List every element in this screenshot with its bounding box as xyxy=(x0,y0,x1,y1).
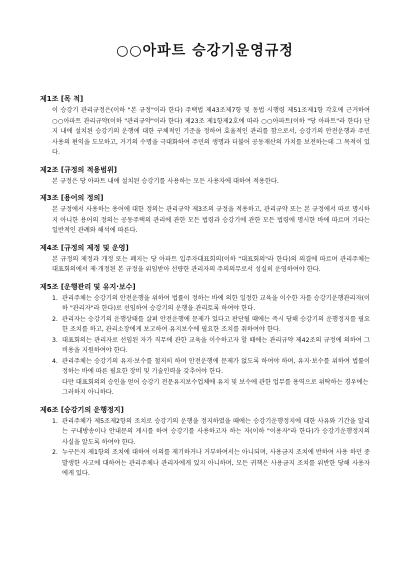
list-item xyxy=(40,357,370,378)
list-item xyxy=(40,315,370,336)
article-heading: 제3조 [용어의 정의] xyxy=(40,194,104,202)
article-4 xyxy=(40,243,370,276)
item-text: 관리주체가 제5조제2항의 조치로 승강기의 운행을 정지하였을 때에는 승강기운행정지에 대한 사유와 기간을 알리는 구내방송이나 안내문의 게시를 하여 승강기를 사용하고자 하는 자(이하 "이용자"라 한다)가 승강기운행정지의 사실을 알도록 하여야 한다. xyxy=(62,417,370,446)
item-text: 대표회의는 관리자로 선임된 자가 직무에 관한 교육을 이수하고자 할 때에는 관리규약 제42조의 규정에 의하여 그 비용을 지원하여야 한다. xyxy=(62,336,370,354)
item-number: 1. xyxy=(52,294,58,302)
item-text: 누구든지 제1항의 조치에 대하여 이의를 제기하거나 거부하여서는 아니되며, 사용금지 조치에 반하여 사용 하던 중 발생한 사고에 대하여는 관리주체나 관리자에게 있지 아니하며, 모든 귀책은 사용금지 조치를 위반한 당해 사용자에게 있다. xyxy=(62,449,370,477)
article-heading: 제5조 [운행관리 및 유지·보수] xyxy=(40,282,136,291)
article-body: 본 규정에서 사용하는 용어에 대한 정의는 관리규약 제3조의 규정을 적용하고, 관리규약 또는 본 규정에서 따로 명시하지 아니한 용어의 정의는 공동주택의 관리에 관한 모든 법령과 승강기에 관한 모든 법령에 명시한 바에 따르며 기타는 일반적인 관례와 해석에 따른다. xyxy=(52,206,370,234)
article-heading: 제6조 [승강기의 운행정지] xyxy=(40,405,124,414)
item-text: 관리주체는 승강기의 유지·보수를 철저히 하며 안전운행에 문제가 없도록 하여야 하며, 유지·보수를 위하여 법률이 정하는 바에 따른 필요한 장비 및 기술인력을 갖추어야 한다. xyxy=(62,357,370,375)
list-item xyxy=(40,294,370,315)
article-heading: 제1조 [목 적] xyxy=(40,95,84,103)
article-body: 본 규정은 당 아파트 내에 설치된 승강기를 사용하는 모든 사용자에 대하여 적용한다. xyxy=(52,177,279,185)
list-item xyxy=(40,448,370,480)
item-text: 관리주체는 승강기의 안전운행을 위하여 법률이 정하는 바에 의한 일정한 교육을 이수한 자를 승강기운행관리자(이하 "관리자"라 한다)로 선임하여 승강기의 운행을 관리토록 하여야 한다. xyxy=(62,294,370,312)
item-number: 2. xyxy=(52,315,58,323)
item-number: 1. xyxy=(52,417,58,425)
document-title: ○○아파트 승강기운영규정 xyxy=(116,43,294,59)
list-item xyxy=(40,336,370,357)
article-heading: 제2조 [규정의 적용범위] xyxy=(40,165,118,174)
article-3 xyxy=(40,193,370,237)
article-item-list xyxy=(40,417,370,480)
item-proviso: 다만 대표회의의 승인을 얻어 승강기 전문유지보수업체에 유지 및 보수에 관한 업무를 용역으로 위탁하는 경우에는 그러하지 아니하다. xyxy=(62,378,369,396)
article-5 xyxy=(40,282,370,399)
article-body: 이 승강기 관리규정은(이하 "본 규정"이라 한다) 주택법 제43조제7항 및 동법 시행령 제51조제1항 각호에 근거하여 ○○아파트 관리규약(이하 "관리규약"이라 한다) 제23조 제1항제2호에 따라 ○○아파트(이하 "당 아파트"라 한다) 단지 내에 설치된 승강기의 운행에 대한 구체적인 기준을 정하여 효율적인 관리를 함으로서, 승강기의 안전운행과 주민 사용의 편익을 도모하고, 거기의 수명을 극대화하여 주민의 생명과 더불어 공동재산의 가치를 보전하는데 그 목적이 있다. xyxy=(52,107,370,156)
list-item xyxy=(40,417,370,449)
article-2 xyxy=(40,165,370,188)
article-1 xyxy=(40,94,370,159)
article-body: 본 규정의 제정과 개정 또는 폐지는 당 아파트 입주자대표회의(이하 "대표회의"라 한다)의 의결에 따르며 관리주체는 대표회의에서 제·개정된 본 규정을 위임받아 선량한 관리자의 주의의무로서 성실히 운영하여야 한다. xyxy=(52,255,370,273)
article-item-list xyxy=(40,294,370,378)
article-heading: 제4조 [규정의 제정 및 운영] xyxy=(40,243,129,252)
item-number: 3. xyxy=(52,336,58,344)
item-number: 4. xyxy=(52,357,58,365)
article-6 xyxy=(40,405,370,480)
item-text: 관리자는 승강기의 운행상태를 살펴 안전운행에 문제가 있다고 판단될 때에는 즉시 당해 승강기의 운행정지를 필요한 조치를 하고, 관리소장에게 보고하여 유지보수에 필요한 조치를 취하여야 한다. xyxy=(62,315,370,333)
item-number: 2. xyxy=(52,449,58,456)
